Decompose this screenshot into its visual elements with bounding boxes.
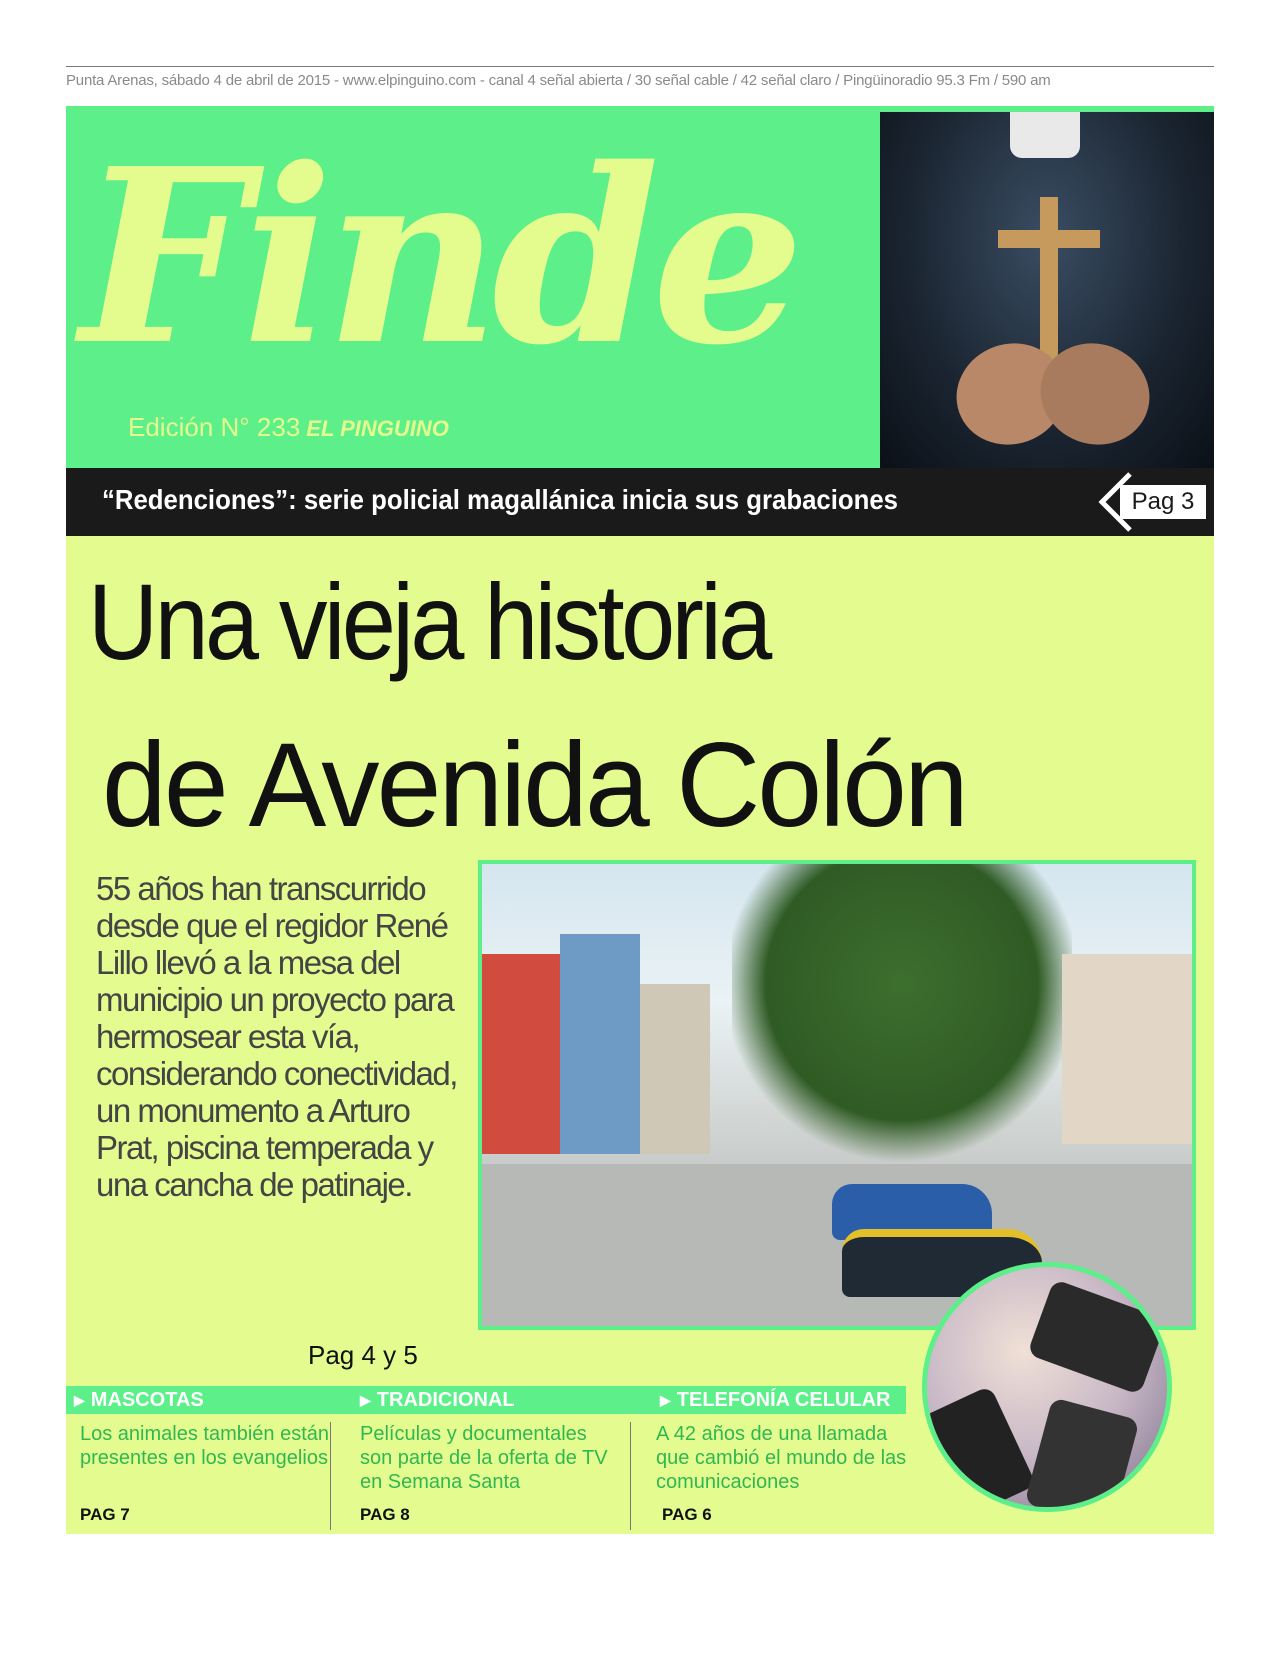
main-lede: 55 años han transcurrido desde que el regidor René Lillo llevó a la mesa del municipio un proyecto para hermosear esta vía, considerando conectividad, un monumento a Arturo Prat, piscina temperada y una cancha de patinaje. [96,870,457,1203]
main-headline-line2[interactable]: de Avenida Colón [102,718,966,852]
section-page-mascotas[interactable]: PAG 7 [80,1505,130,1524]
building-shape [560,934,640,1154]
section-label-tradicional[interactable]: ▶ TRADICIONAL [360,1389,515,1411]
edition-number: Edición N° 233 [128,412,301,442]
section-blurb-mascotas[interactable]: Los animales también están presentes en los evangelios [80,1423,330,1469]
column-divider [330,1422,331,1530]
main-story-page[interactable]: Pag 4 y 5 [308,1340,418,1370]
section-blurb-tradicional[interactable]: Películas y documentales son parte de la oferta de TV en Semana Santa [360,1423,608,1493]
edition-line [128,412,449,443]
column-divider [630,1422,631,1530]
section-label-telefonia[interactable]: ▶ TELEFONÍA CELULAR [660,1389,891,1411]
building-shape [482,954,560,1154]
teaser-headline[interactable]: “Redenciones”: serie policial magallánica inicia sus grabaciones [102,484,899,515]
triangle-right-icon: ▶ [74,1392,85,1408]
tree-shape [732,864,1072,1164]
collar-shape [1010,112,1080,158]
triangle-right-icon: ▶ [360,1392,371,1408]
priest-crucifix-photo[interactable] [880,112,1214,468]
crucifix-bar [998,230,1100,248]
section-page-telefonia[interactable]: PAG 6 [662,1505,712,1524]
building-shape [640,984,710,1154]
masthead-title: Finde [80,116,797,398]
brand-logo: EL PINGUINO [306,416,449,441]
section-label-mascotas[interactable]: ▶ MASCOTAS [74,1389,204,1411]
dateline: Punta Arenas, sábado 4 de abril de 2015 - www.elpinguino.com - canal 4 señal abierta / 30 señal cable / 42 señal claro / Pingüinoradio 95.3 Fm / 590 am [66,72,1051,89]
teaser-page[interactable]: Pag 3 [1120,485,1206,519]
phones-photo-bubble[interactable] [922,1262,1172,1512]
section-page-tradicional[interactable]: PAG 8 [360,1505,410,1524]
avenida-colon-photo[interactable] [478,860,1196,1330]
triangle-right-icon: ▶ [660,1392,671,1408]
top-rule [66,66,1214,67]
section-blurb-telefonia[interactable]: A 42 años de una llamada que cambió el mundo de las comunicaciones [656,1423,907,1493]
main-headline-line1[interactable]: Una vieja historia [88,561,769,682]
building-shape [1062,954,1192,1144]
